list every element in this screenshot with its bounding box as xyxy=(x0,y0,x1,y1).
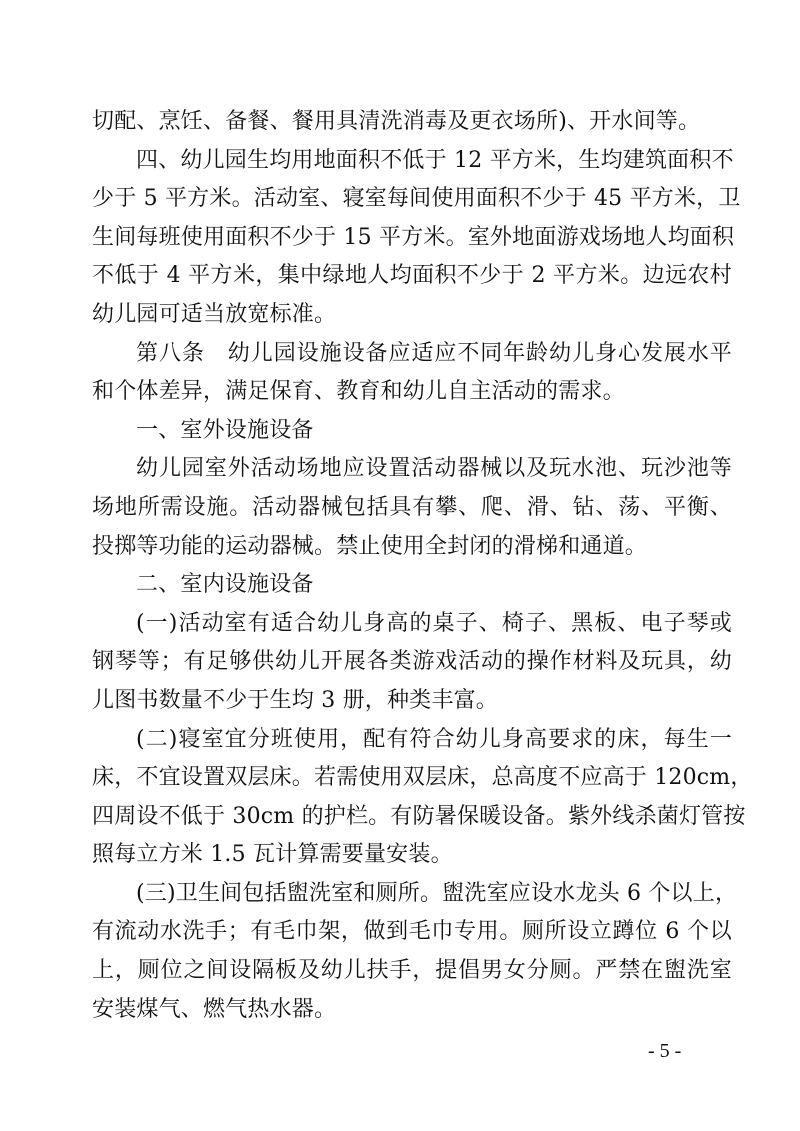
document-body xyxy=(92,103,753,1029)
text-line-1: 切配、烹饪、备餐、餐用具清洗消毒及更衣场所)、开水间等。 xyxy=(92,109,701,134)
text-line-20: 照每立方米 1.5 瓦计算需要量安装。 xyxy=(92,842,453,868)
text-line-11: 场地所需设施。活动器械包括具有攀、爬、滑、钻、荡、平衡、 xyxy=(92,494,732,520)
text-line-6: 幼儿园可适当放宽标准。 xyxy=(92,301,337,327)
text-line-23: 上，厕位之间设隔板及幼儿扶手，提倡男女分厕。严禁在盥洗室 xyxy=(92,958,732,984)
text-line-21: (三)卫生间包括盥洗室和厕所。盥洗室应设水龙头 6 个以上， xyxy=(136,880,738,906)
text-line-12: 投掷等功能的运动器械。禁止使用全封闭的滑梯和通道。 xyxy=(92,533,648,559)
text-line-3: 少于 5 平方米。活动室、寝室每间使用面积不少于 45 平方米，卫 xyxy=(92,186,741,212)
page-number: - 5 - xyxy=(648,1040,682,1062)
section-heading-outdoor: 一、室外设施设备 xyxy=(136,417,314,443)
text-line-22: 有流动水洗手；有毛巾架，做到毛巾专用。厕所设立蹲位 6 个以 xyxy=(92,919,732,945)
text-line-17: (二)寝室宜分班使用，配有符合幼儿身高要求的床，每生一 xyxy=(136,726,732,752)
text-line-4: 生间每班使用面积不少于 15 平方米。室外地面游戏场地人均面积 xyxy=(92,224,735,250)
text-line-19: 四周设不低于 30cm 的护栏。有防暑保暖设备。紫外线杀菌灯管按 xyxy=(92,803,746,829)
text-line-7: 第八条 幼儿园设施设备应适应不同年龄幼儿身心发展水平 xyxy=(136,340,732,366)
text-line-8: 和个体差异，满足保育、教育和幼儿自主活动的需求。 xyxy=(92,379,625,405)
text-line-24: 安装煤气、燃气热水器。 xyxy=(92,996,337,1022)
text-line-15: 钢琴等；有足够供幼儿开展各类游戏活动的操作材料及玩具，幼 xyxy=(92,649,732,675)
text-line-10: 幼儿园室外活动场地应设置活动器械以及玩水池、玩沙池等 xyxy=(136,456,732,482)
text-line-5: 不低于 4 平方米，集中绿地人均面积不少于 2 平方米。边远农村 xyxy=(92,263,732,289)
text-line-18: 床，不宜设置双层床。若需使用双层床，总高度不应高于 120cm， xyxy=(92,765,753,791)
text-line-16: 儿图书数量不少于生均 3 册，种类丰富。 xyxy=(92,687,498,713)
text-line-14: (一)活动室有适合幼儿身高的桌子、椅子、黑板、电子琴或 xyxy=(136,610,732,636)
text-line-2: 四、幼儿园生均用地面积不低于 12 平方米，生均建筑面积不 xyxy=(136,147,734,173)
section-heading-indoor: 二、室内设施设备 xyxy=(136,572,314,598)
